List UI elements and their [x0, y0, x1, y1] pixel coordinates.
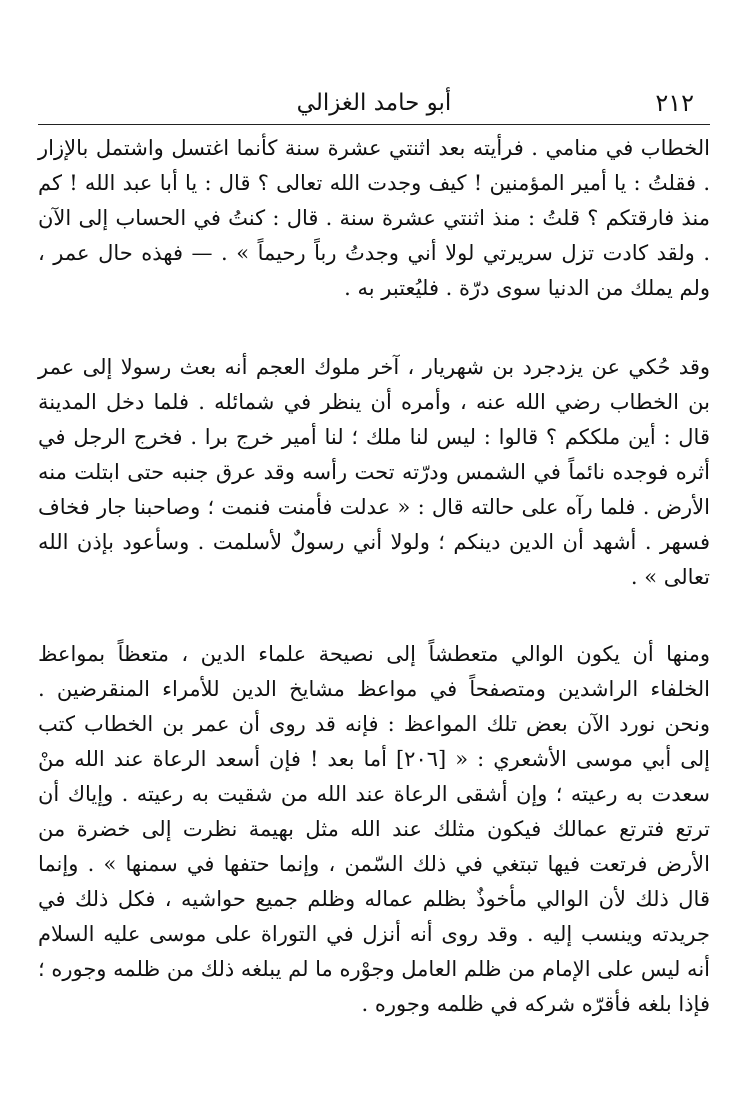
paragraph-1: الخطاب في منامي . فرأيته بعد اثنتي عشرة سنة كأنما اغتسل واشتمل بالإزار . فقلتُ : يا أمير المؤمنين ! كيف وجدت الله تعالى ؟ قال : يا أبا عبد الله ! كم منذ فارقتكم ؟ قلتُ : منذ اثنتي عشرة سنة . قال : كنتُ في الحساب إلى الآن . ولقد كادت تزل سريرتي لولا أني وجدتُ رباً رحيماً » . — فهذه حال عمر ، ولم يملك من الدنيا سوى درّة . فليُعتبر به .: [38, 136, 710, 300]
running-title: أبو حامد الغزالي: [296, 90, 452, 116]
book-page: [38, 84, 710, 1024]
paragraph-spacer: [38, 306, 710, 350]
header-rule: [38, 124, 710, 125]
page-number: ٢١٢: [655, 89, 694, 117]
paragraph-2: وقد حُكي عن يزدجرد بن شهريار ، آخر ملوك العجم أنه بعث رسولا إلى عمر بن الخطاب رضي الله عنه ، وأمره أن ينظر في شمائله . فلما دخل المدينة قال : أين ملككم ؟ قالوا : ليس لنا ملك ؛ لنا أمير خرج برا . فخرج الرجل في أثره فوجده نائماً في الشمس ودرّته تحت رأسه وقد عرق جنبه حتى ابتلت منه الأرض . فلما رآه على حالته قال : « عدلت فأمنت فنمت ؛ وصاحبنا جار فخاف فسهر . أشهد أن الدين دينكم ؛ ولولا أني رسولٌ لأسلمت . وسأعود بإذن الله تعالى » .: [38, 355, 710, 589]
page-header: [38, 84, 710, 124]
paragraph-spacer: [38, 595, 710, 637]
paragraph-3: ومنها أن يكون الوالي متعطشاً إلى نصيحة علماء الدين ، متعظاً بمواعظ الخلفاء الراشدين ومتصفحاً في مواعظ مشايخ الدين للأمراء المنقرضين . ونحن نورد الآن بعض تلك المواعظ : فإنه قد روى أن عمر بن الخطاب كتب إلى أبي موسى الأشعري : « [٢٠٦] أما بعد ! فإن أسعد الرعاة عند الله منْ سعدت به رعيته ؛ وإن أشقى الرعاة عند الله من شقيت به رعيته . وإياك أن ترتع فترتع عمالك فيكون مثلك عند الله مثل بهيمة نظرت إلى خضرة من الأرض فرتعت فيها تبتغي في ذلك السّمن ، وإنما حتفها في سمنها » . وإنما قال ذلك لأن الوالي مأخوذٌ بظلم عماله وظلم جميع حواشيه ، فكل ذلك في جريدته وينسب إليه . وقد روى أنه أنزل في التوراة على موسى عليه السلام أنه ليس على الإمام من ظلم العامل وجوْره ما لم يبلغه ذلك من ظلمه وجوره ؛ فإذا بلغه فأقرّه شركه في ظلمه وجوره .: [37, 642, 710, 1016]
